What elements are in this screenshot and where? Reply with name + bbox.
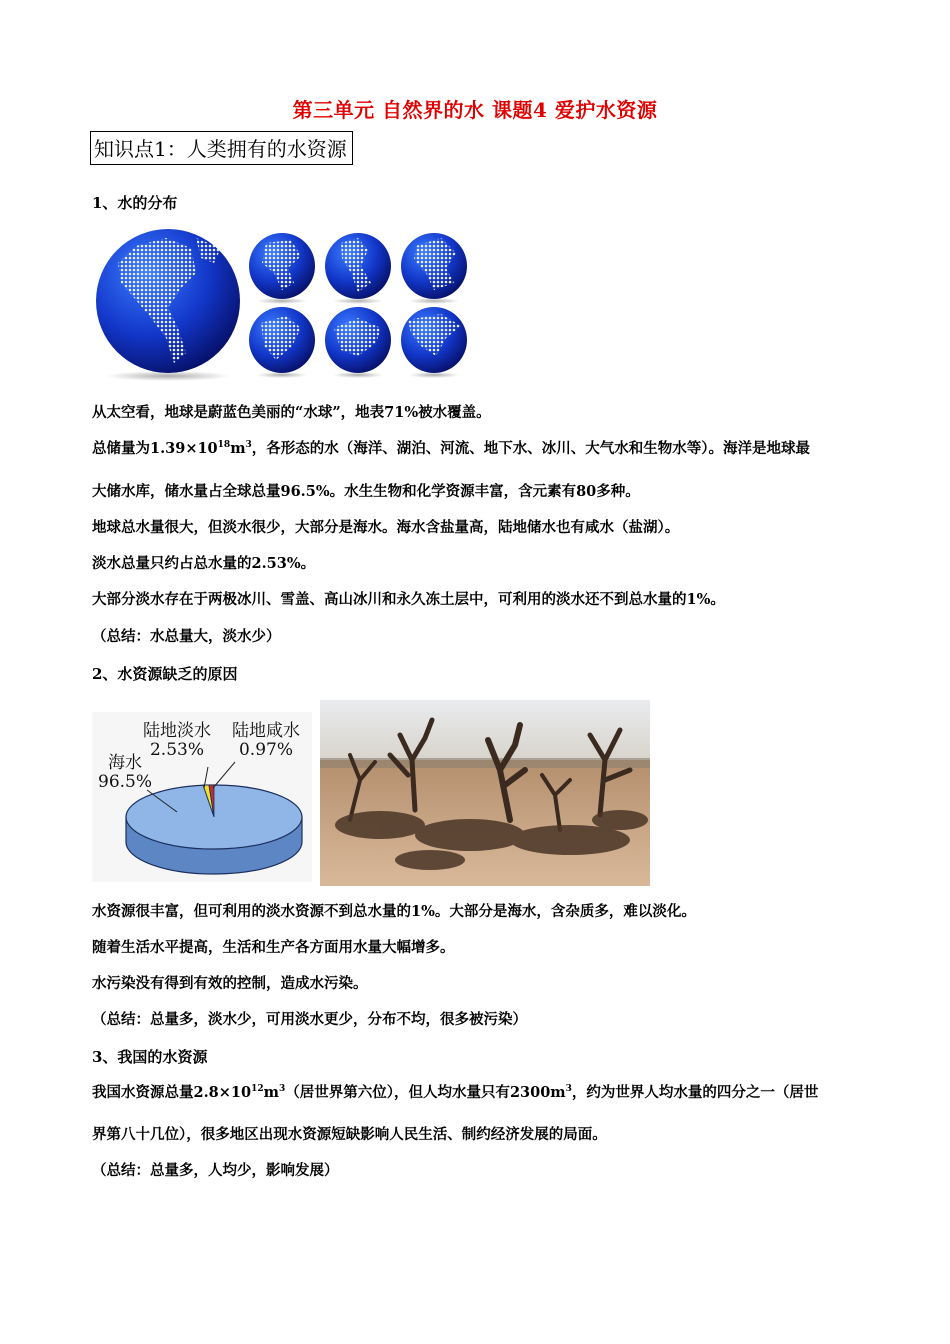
sec1-paragraph-4: 地球总水量很大，但淡水很少，大部分是海水。海水含盐量高，陆地储水也有咸水（盐湖）。 [92, 519, 680, 536]
section3-heading: 3、我国的水资源 [92, 1048, 208, 1066]
pie-label-salt: 陆地咸水 0.97% [232, 721, 300, 760]
sec3-paragraph-1: 我国水资源总量$2.8\times 10^{12}m^3$（居世界第六位），但人均水量只有$2300m^3$，约为世界人均水量的四分之一（居世 [92, 1084, 819, 1101]
sec1-summary: （总结：水总量大，淡水少） [92, 628, 281, 645]
globes-image [96, 228, 476, 383]
sec3-paragraph-2: 界第八十几位），很多地区出现水资源短缺影响人民生活、制约经济发展的局面。 [92, 1126, 607, 1143]
sec1-paragraph-5: 淡水总量只约占总水量的2.53%。 [92, 555, 316, 572]
sec3-summary: （总结：总量多，人均少，影响发展） [92, 1162, 339, 1179]
sec1-paragraph-3: 大储水库，储水量占全球总量96.5%。水生生物和化学资源丰富，含元素有80多种。 [92, 483, 640, 500]
sec1-paragraph-1: 从太空看，地球是蔚蓝色美丽的“水球”，地表71%被水覆盖。 [92, 404, 491, 421]
page-title: 第三单元 自然界的水 课题4 爱护水资源 [292, 98, 658, 122]
pie-label-sea: 海水 96.5% [98, 753, 153, 792]
sec2-summary: （总结：总量多，淡水少，可用淡水更少，分布不均，很多被污染） [92, 1011, 527, 1028]
sec1-paragraph-6: 大部分淡水存在于两极冰川、雪盖、高山冰川和永久冻土层中，可利用的淡水还不到总水量的1%。 [92, 591, 725, 608]
sec1-paragraph-2: 总储量为$1.39\times 10^{18}m^3$，各形态的水（海洋、湖泊、河流、地下水、冰川、大气水和生物水等）。海洋是地球最 [92, 440, 811, 457]
sec2-paragraph-2: 随着生活水平提高，生活和生产各方面用水量大幅增多。 [92, 939, 455, 956]
sec2-paragraph-1: 水资源很丰富，但可利用的淡水资源不到总水量的1%。大部分是海水，含杂质多，难以淡化。 [92, 903, 696, 920]
pie-label-fresh: 陆地淡水 2.53% [143, 721, 211, 760]
desert-dead-trees-photo [320, 700, 650, 886]
knowledge-point-heading: 知识点1：人类拥有的水资源 [90, 131, 353, 165]
section2-heading: 2、水资源缺乏的原因 [92, 665, 238, 683]
sec2-paragraph-3: 水污染没有得到有效的控制，造成水污染。 [92, 975, 368, 992]
section1-heading: 1、水的分布 [92, 194, 178, 212]
